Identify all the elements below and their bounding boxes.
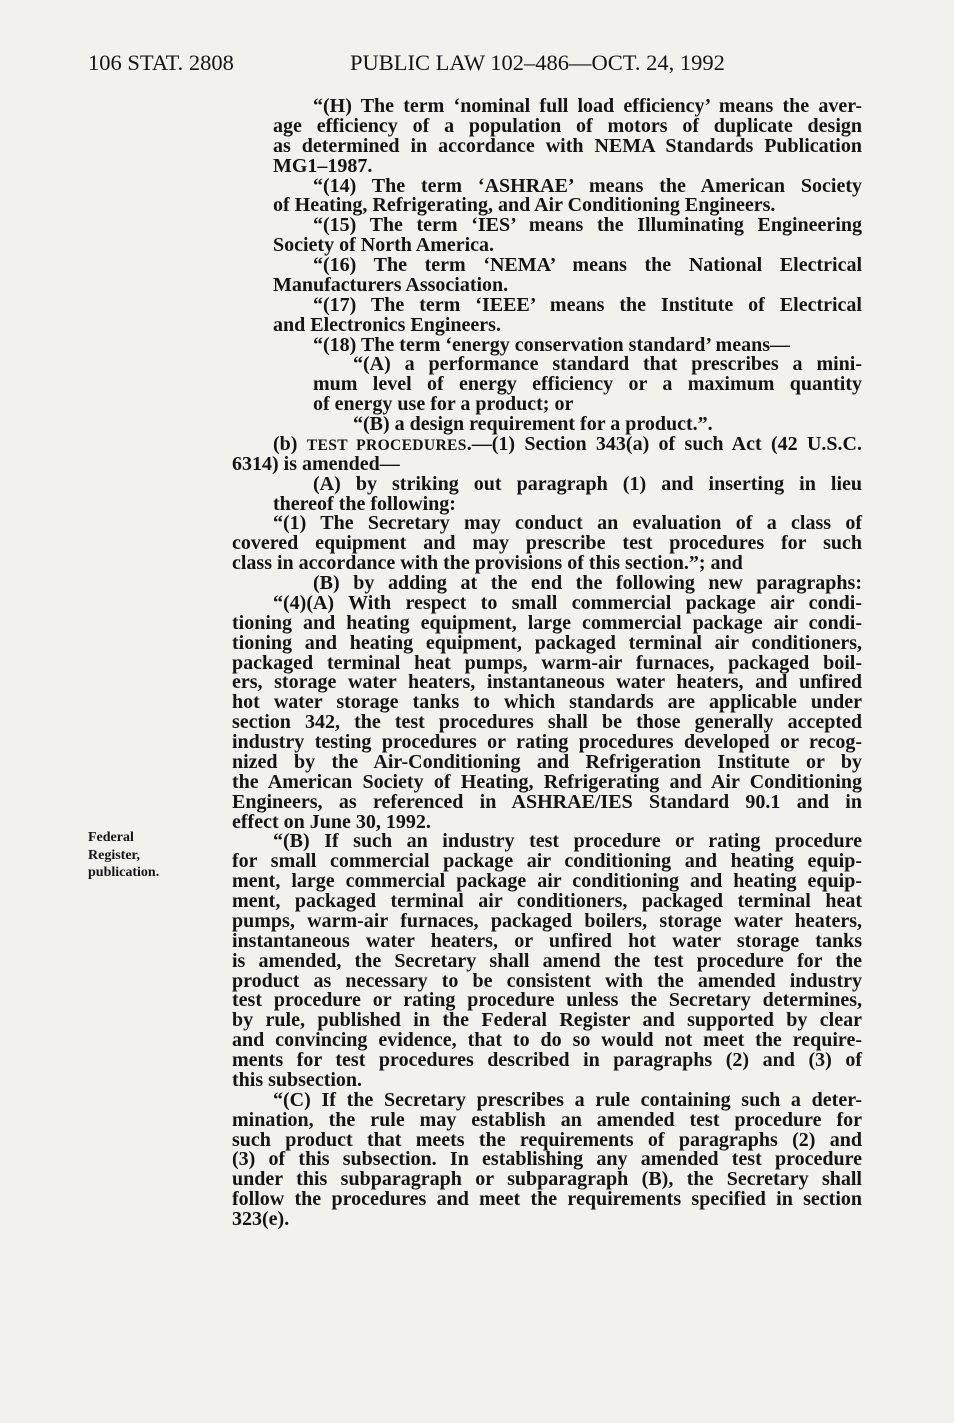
- definition-18-a: [232, 355, 862, 415]
- text-line: of Heating, Refrigerating, and Air Conditioning Engineers.: [273, 194, 776, 217]
- amendment-a: [232, 472, 862, 515]
- subsection-heading: TEST PROCEDURES: [306, 436, 467, 454]
- text-line: “(H) The term ‘nominal full load efficiency’ means the aver-: [313, 95, 862, 117]
- margin-note-line: Register,: [88, 847, 140, 863]
- text-line: section 342, the test procedures shall be those generally accepted: [232, 711, 862, 734]
- text-line: instantaneous water heaters, or unfired hot water storage tanks: [232, 929, 862, 952]
- text-line: “(4)(A) With respect to small commercial package air condi-: [273, 591, 862, 614]
- text-line: is amended, the Secretary shall amend the test procedure for the: [232, 949, 862, 972]
- text-line: industry testing procedures or rating procedures developed or recog-: [232, 731, 862, 753]
- paragraph-4-a: [232, 591, 862, 833]
- text-line: product as necessary to be consistent with the amended industry: [232, 969, 862, 992]
- text-line: (A) by striking out paragraph (1) and inserting in lieu: [313, 472, 862, 495]
- subsection-label: (b): [273, 432, 307, 455]
- margin-note-line: publication.: [88, 865, 160, 880]
- text-line: under this subparagraph or subparagraph (B), the Secretary shall: [232, 1168, 862, 1191]
- text-line: tioning and heating equipment, large commercial package air condi-: [232, 611, 862, 634]
- text-line: “(B) If such an industry test procedure or rating procedure: [273, 830, 862, 853]
- text-line: packaged terminal heat pumps, warm-air furnaces, packaged boil-: [232, 651, 862, 674]
- statute-page-number: 106 STAT. 2808: [88, 50, 234, 75]
- text-line: Manufacturers Association.: [273, 273, 509, 296]
- margin-note-line: Federal: [88, 830, 134, 845]
- text-line: ment, large commercial package air conditioning and heating equip-: [232, 870, 862, 893]
- subsection-b-test-procedures: [232, 432, 862, 475]
- text-line: [232, 432, 862, 455]
- text-line: and convincing evidence, that to do so would not meet the require-: [232, 1029, 862, 1052]
- text-line: hot water storage tanks to which standards are applicable under: [232, 691, 862, 714]
- text-line: “(18) The term ‘energy conservation standard’ means—: [313, 333, 790, 356]
- text-line: (B) by adding at the end the following new paragraphs:: [313, 572, 862, 594]
- text-line: effect on June 30, 1992.: [232, 810, 431, 833]
- definition-15: [232, 216, 862, 256]
- text-line: pumps, warm-air furnaces, packaged boilers, storage water heaters,: [232, 909, 862, 932]
- definition-14: [232, 174, 862, 217]
- running-head: PUBLIC LAW 102–486—OCT. 24, 1992: [350, 50, 725, 75]
- text-line: tioning and heating equipment, packaged terminal air conditioners,: [232, 631, 862, 654]
- text-line: “(1) The Secretary may conduct an evaluation of a class of: [273, 512, 862, 535]
- inserted-paragraph-1: [232, 514, 862, 574]
- text-line: test procedure or rating procedure unless the Secretary determines,: [232, 989, 862, 1012]
- text-line: and Electronics Engineers.: [273, 313, 501, 336]
- text-line: age efficiency of a population of motors of duplicate design: [273, 114, 862, 137]
- text-line: covered equipment and may prescribe test procedures for such: [232, 532, 862, 555]
- definition-h: [232, 97, 862, 177]
- text-line: such product that meets the requirements of paragraphs (2) and: [232, 1128, 862, 1151]
- text-line: ment, packaged terminal air conditioners, packaged terminal heat: [232, 890, 862, 912]
- text-line: 323(e).: [232, 1208, 290, 1230]
- text-line: “(14) The term ‘ASHRAE’ means the American Society: [313, 174, 862, 197]
- text-line: mum level of energy efficiency or a maximum quantity: [313, 373, 862, 396]
- text-line: of energy use for a product; or: [313, 393, 574, 416]
- subsection-text: .—(1) Section 343(a) of such Act (42 U.S.C.: [466, 432, 862, 455]
- paragraph-4-b: [232, 832, 862, 1090]
- text-line: “(15) The term ‘IES’ means the Illuminating Engineering: [313, 214, 862, 237]
- text-line: Engineers, as referenced in ASHRAE/IES Standard 90.1 and in: [232, 790, 862, 813]
- text-line: thereof the following:: [273, 492, 456, 515]
- definition-17: [232, 293, 862, 336]
- paragraph-4-c: [232, 1088, 862, 1230]
- margin-note: [88, 829, 159, 882]
- text-line: follow the procedures and meet the requirements specified in section: [232, 1188, 862, 1211]
- text-line: Society of North America.: [273, 234, 495, 257]
- text-line: for small commercial package air conditioning and heating equip-: [232, 850, 862, 873]
- text-line: nized by the Air-Conditioning and Refrigeration Institute or by: [232, 750, 862, 773]
- text-line: by rule, published in the Federal Register and supported by clear: [232, 1009, 862, 1032]
- amendment-b: [232, 574, 862, 594]
- text-line: ers, storage water heaters, instantaneous water heaters, and unfired: [232, 671, 862, 694]
- text-line: ments for test procedures described in paragraphs (2) and (3) of: [232, 1049, 862, 1071]
- text-line: MG1–1987.: [273, 154, 373, 177]
- definition-16: [232, 256, 862, 296]
- text-line: “(B) a design requirement for a product.”.: [353, 413, 713, 435]
- text-line: “(A) a performance standard that prescribes a mini-: [353, 353, 862, 376]
- text-line: this subsection.: [232, 1068, 363, 1091]
- text-line: (3) of this subsection. In establishing any amended test procedure: [232, 1148, 862, 1171]
- body-text: [232, 97, 862, 1230]
- text-line: mination, the rule may establish an amended test procedure for: [232, 1108, 862, 1131]
- text-line: “(16) The term ‘NEMA’ means the National Electrical: [313, 254, 862, 276]
- text-line: 6314) is amended—: [232, 452, 400, 475]
- text-line: the American Society of Heating, Refrigerating and Air Conditioning: [232, 770, 862, 793]
- text-line: “(C) If the Secretary prescribes a rule containing such a deter-: [273, 1088, 862, 1111]
- text-line: as determined in accordance with NEMA Standards Publication: [273, 134, 862, 157]
- text-line: class in accordance with the provisions of this section.”; and: [232, 552, 743, 575]
- text-line: “(17) The term ‘IEEE’ means the Institute of Electrical: [313, 293, 862, 316]
